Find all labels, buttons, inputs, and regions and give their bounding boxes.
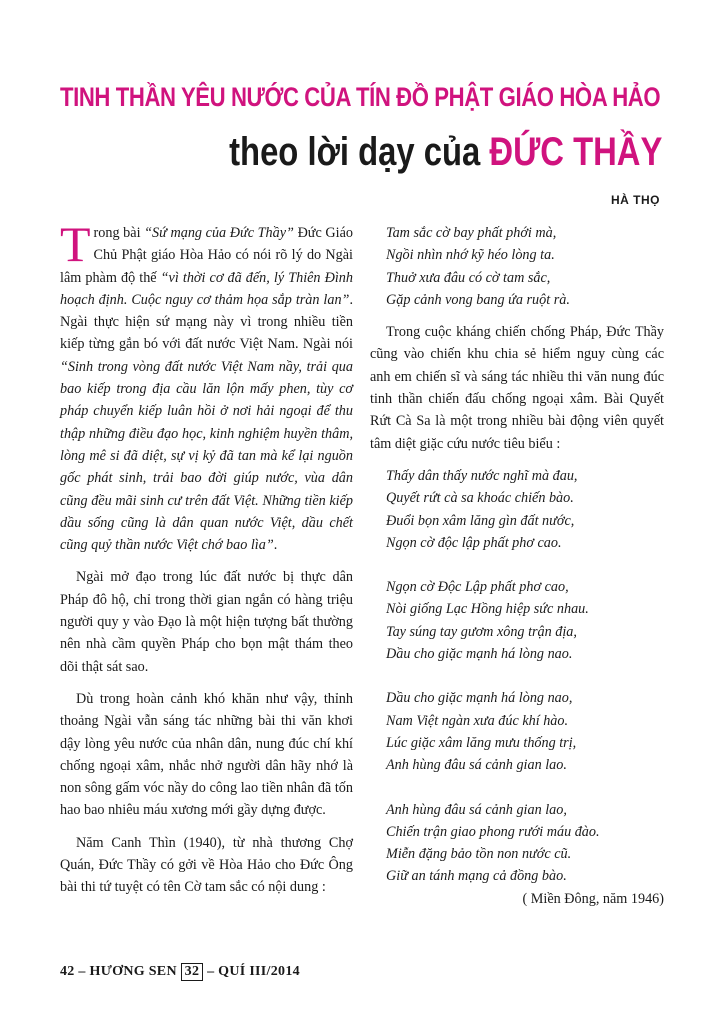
poem-line: Dầu cho giặc mạnh há lòng nao.: [386, 646, 573, 663]
body-text: Đức Giáo Chủ Phật giáo Hòa Hảo có nói rõ lý do Ngài lâm phàm độ thế: [60, 225, 354, 286]
poem-stanza-3: [386, 576, 664, 665]
page-footer: [60, 963, 300, 981]
title-line2-accent: ĐỨC THẦY: [489, 130, 662, 174]
poem-line: Nòi giống Lạc Hồng hiệp sức nhau.: [386, 601, 589, 618]
paragraph-resistance: Trong cuộc kháng chiến chống Pháp, Đức Thầy cũng vào chiến khu chia sẻ hiểm nguy cùng các anh em chiến sĩ và sáng tác nhiều thi văn nung đúc tinh thần chiến đấu chống ngoại xâm. Bài Quyết Rứt Cà Sa là một trong nhiều bài động viên quyết tâm diệt giặc cứu nước tiêu biểu :: [370, 324, 664, 452]
poem-signature: ( Miền Đông, năm 1946): [522, 890, 664, 907]
body-text: rong bài: [93, 225, 145, 241]
paragraph-3: Dù trong hoàn cảnh khó khăn như vậy, thỉnh thoảng Ngài vẫn sáng tác những bài thi văn khơi dậy lòng yêu nước của nhân dân, nung đúc chí khí chống ngoại xâm, nhắc nhở người dân hãy nhớ là non sông gấm vóc nầy do công lao tiền nhân đã tốn hao bao nhiêu máu xương mới gầy dựng được.: [60, 690, 353, 819]
poem-line: Đuổi bọn xâm lăng gìn đất nước,: [386, 512, 575, 529]
paragraph-4: Năm Canh Thìn (1940), từ nhà thương Chợ Quán, Đức Thầy có gởi về Hòa Hảo cho Đức Ông bài thi tứ tuyệt có tên Cờ tam sắc có nội dung :: [60, 834, 353, 896]
body-text: .: [273, 537, 278, 554]
poem-line: Thuở xưa đâu có cờ tam sắc,: [386, 269, 551, 286]
poem-line: Lúc giặc xâm lăng mưu thống trị,: [386, 734, 577, 751]
article-title-line2: [229, 130, 662, 175]
poem-line: Chiến trận giao phong rưới máu đào.: [386, 823, 600, 840]
poem-line: Ngồi nhìn nhớ kỹ héo lòng ta.: [386, 247, 555, 264]
poem-line: Tay súng tay gươm xông trận địa,: [386, 623, 577, 640]
body-text: . Ngài thực hiện sứ mạng này vì trong nhiều tiền kiếp từng gắn bó với đất nước Việt Nam. Ngài nói: [60, 291, 353, 353]
poem-line: Miễn đặng bảo tồn non nước cũ.: [386, 846, 572, 863]
poem-line: Ngọn cờ Độc Lập phất phơ cao,: [386, 579, 569, 596]
poem-line: Tam sắc cờ bay phất phới mà,: [386, 225, 557, 241]
poem-line: Anh hùng đâu sá cảnh gian lao.: [386, 757, 567, 774]
footer-page-magazine: 42 – HƯƠNG SEN: [60, 964, 181, 979]
paragraph-2: Ngài mở đạo trong lúc đất nước bị thực dân Pháp đô hộ, chỉ trong thời gian ngắn có hàng triệu người quy y vào Đạo là một hiện tượng bất thường nên nhà cầm quyền Pháp cho bọn mật thám theo dõi thật sát sao.: [60, 569, 353, 675]
poem-line: Ngọn cờ độc lập phất phơ cao.: [386, 534, 562, 551]
author-byline: HÀ THỌ: [611, 193, 660, 207]
footer-quarter: – QUÍ III/2014: [203, 964, 300, 979]
poem-line: Gặp cảnh vong bang ứa ruột rà.: [386, 291, 570, 308]
quoted-text: “vì thời cơ đã đến, lý Thiên Đình hoạch định. Cuộc nguy cơ thảm họa sắp tràn lan”: [60, 269, 353, 308]
poem-line: Anh hùng đâu sá cảnh gian lao,: [386, 801, 567, 818]
poem-stanza-2: [386, 465, 664, 554]
poem-stanza-5: [386, 799, 664, 888]
right-column: [370, 222, 664, 910]
left-column: [60, 216, 354, 909]
poem-line: Nam Việt ngàn xưa đúc khí hào.: [386, 712, 569, 729]
article-title-line1: TINH THẦN YÊU NƯỚC CỦA TÍN ĐỒ PHẬT GIÁO HÒA HẢO: [60, 82, 661, 112]
intro-text: [60, 216, 354, 554]
drop-cap: T: [60, 216, 91, 272]
footer-issue-box: 32: [181, 963, 204, 981]
poem-line: Quyết rứt cà sa khoác chiến bào.: [386, 490, 574, 507]
poem-line: Dầu cho giặc mạnh há lòng nao,: [386, 690, 573, 707]
poem-line: Thấy dân thấy nước nghĩ mà đau,: [386, 467, 578, 484]
poem-stanza-4: [386, 687, 664, 776]
paragraph-intro: [60, 216, 354, 556]
poem-line: Giữ an tánh mạng cả đồng bào.: [386, 868, 567, 885]
quoted-text: “Sinh trong vòng đất nước Việt Nam nầy, trải qua bao kiếp trong địa cầu lăn lộn mấy phen, tùy cơ pháp chuyển kiếp luân hồi ở nơi hải ngoại để thu thập những điều đạo học, kinh nghiệm huyền thâm, lòng mê si đã diệt, sự vị kỷ đã tan mà kể lại nguồn gốc phát sinh, trải bao đời giúp nước, vùa dân cũng đều mãi sinh cư trên đất Việt. Những tiền kiếp dầu sống cũng là dân quan nước Việt, dầu chết cũng quỷ thần nước Việt chớ bao lìa”: [60, 358, 353, 554]
poem-stanza-1: [386, 222, 664, 311]
quoted-text: “Sứ mạng của Đức Thầy”: [144, 225, 294, 241]
title-line2-text: theo lời dạy của: [228, 130, 490, 174]
